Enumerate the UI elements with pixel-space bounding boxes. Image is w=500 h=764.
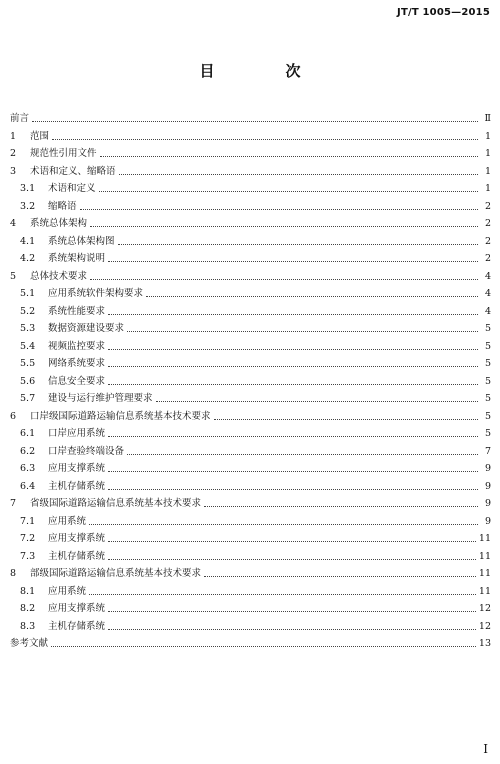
toc-entry-title: 应用支撑系统 bbox=[48, 463, 106, 474]
dot-leader bbox=[108, 384, 478, 385]
dot-leader bbox=[99, 191, 478, 192]
toc-entry-title: 应用系统软件架构要求 bbox=[48, 288, 144, 299]
toc-entry-page: 2 bbox=[484, 253, 491, 264]
toc-entry-number: 6 bbox=[10, 410, 17, 422]
toc-entry-title: 规范性引用文件 bbox=[30, 148, 97, 159]
toc-entry[interactable] bbox=[10, 478, 491, 496]
toc-entry-page: 9 bbox=[484, 498, 491, 509]
toc-entry-page: 7 bbox=[484, 445, 491, 457]
toc-entry-number: 5.7 bbox=[20, 393, 36, 404]
dot-leader bbox=[108, 314, 478, 315]
toc-entry-number: 1 bbox=[10, 130, 17, 142]
dot-leader bbox=[51, 646, 476, 647]
toc-entry[interactable] bbox=[10, 285, 491, 303]
dot-leader bbox=[100, 156, 478, 157]
toc-entry-page: 2 bbox=[484, 218, 491, 229]
toc-entry-title: 范围 bbox=[30, 130, 50, 142]
toc-entry[interactable] bbox=[10, 250, 491, 268]
toc-entry-number: 7 bbox=[10, 498, 17, 509]
toc-entry[interactable] bbox=[10, 495, 491, 513]
dot-leader bbox=[108, 611, 476, 612]
dot-leader bbox=[204, 506, 478, 507]
dot-leader bbox=[89, 524, 478, 525]
toc-entry-title: 缩略语 bbox=[48, 200, 77, 212]
toc-entry-page: 5 bbox=[484, 340, 491, 352]
toc-entry-title: 术语和定义、缩略语 bbox=[30, 165, 116, 177]
toc-entry-page: 1 bbox=[484, 165, 491, 177]
toc-entry-number: 7.1 bbox=[20, 515, 36, 527]
toc-entry-page: 5 bbox=[484, 375, 491, 387]
dot-leader bbox=[108, 261, 478, 262]
toc-entry[interactable] bbox=[10, 583, 491, 601]
toc-entry-number: 2 bbox=[10, 148, 17, 159]
dot-leader bbox=[204, 576, 476, 577]
toc-entry-number: 5.3 bbox=[20, 323, 36, 334]
toc-entry-page: 4 bbox=[484, 305, 491, 317]
dot-leader bbox=[90, 226, 478, 227]
toc-entry-number: 8.1 bbox=[20, 585, 36, 597]
dot-leader bbox=[32, 121, 478, 122]
toc-entry-title: 应用支撑系统 bbox=[48, 603, 106, 614]
toc-entry-page: 5 bbox=[484, 393, 491, 404]
toc-entry[interactable] bbox=[10, 443, 491, 461]
dot-leader bbox=[127, 331, 478, 332]
toc-entry[interactable] bbox=[10, 145, 491, 163]
dot-leader bbox=[108, 489, 478, 490]
toc-entry[interactable] bbox=[10, 268, 491, 286]
toc-entry-number: 6.4 bbox=[20, 480, 36, 492]
dot-leader bbox=[146, 296, 478, 297]
dot-leader bbox=[127, 454, 478, 455]
toc-entry-page: 4 bbox=[484, 288, 491, 299]
toc-entry-page: 9 bbox=[484, 480, 491, 492]
toc-entry-page: 2 bbox=[484, 235, 491, 247]
page-title: 目 次 bbox=[199, 62, 329, 80]
toc-entry-page: 11 bbox=[478, 568, 491, 579]
toc-entry[interactable] bbox=[10, 530, 491, 548]
toc-entry-title: 参考文献 bbox=[10, 638, 49, 649]
toc-entry-number: 6.1 bbox=[20, 428, 36, 439]
toc-entry-page: 11 bbox=[478, 585, 491, 597]
standard-code: JT/T 1005—2015 bbox=[397, 7, 490, 18]
toc-entry-page: 4 bbox=[484, 270, 491, 282]
toc-entry-number: 5 bbox=[10, 270, 17, 282]
toc-entry-title: 部级国际道路运输信息系统基本技术要求 bbox=[30, 568, 202, 579]
toc-entry[interactable] bbox=[10, 355, 491, 373]
toc-entry[interactable] bbox=[10, 513, 491, 531]
toc-entry-number: 4.1 bbox=[20, 235, 36, 247]
toc-entry-page: 5 bbox=[484, 428, 491, 439]
toc-entry-number: 6.2 bbox=[20, 445, 36, 457]
toc-entry[interactable] bbox=[10, 373, 491, 391]
dot-leader bbox=[108, 436, 478, 437]
toc-entry[interactable] bbox=[10, 180, 491, 198]
dot-leader bbox=[52, 139, 478, 140]
toc-entry[interactable] bbox=[10, 110, 491, 128]
toc-entry-title: 前言 bbox=[10, 113, 30, 124]
dot-leader bbox=[89, 594, 476, 595]
toc-entry-title: 系统总体架构图 bbox=[48, 235, 115, 247]
toc-entry-title: 省级国际道路运输信息系统基本技术要求 bbox=[30, 498, 202, 509]
toc-entry-title: 系统性能要求 bbox=[48, 305, 106, 317]
dot-leader bbox=[108, 559, 476, 560]
toc-entry-page: 13 bbox=[478, 638, 491, 649]
toc-entry[interactable] bbox=[10, 215, 491, 233]
toc-entry-number: 8.3 bbox=[20, 620, 36, 632]
toc-entry[interactable] bbox=[10, 635, 491, 653]
toc-entry-title: 系统总体架构 bbox=[30, 218, 88, 229]
toc-entry[interactable] bbox=[10, 425, 491, 443]
toc-entry-title: 网络系统要求 bbox=[48, 358, 106, 369]
toc-entry[interactable] bbox=[10, 408, 491, 426]
dot-leader bbox=[119, 174, 478, 175]
toc-entry[interactable] bbox=[10, 618, 491, 636]
dot-leader bbox=[118, 244, 478, 245]
toc-entry[interactable] bbox=[10, 390, 491, 408]
toc-entry-page: 2 bbox=[484, 200, 491, 212]
toc-entry-page: 11 bbox=[478, 550, 491, 562]
dot-leader bbox=[108, 629, 476, 630]
toc-entry[interactable] bbox=[10, 128, 491, 146]
toc-entry-title: 建设与运行维护管理要求 bbox=[48, 393, 153, 404]
toc-entry-page: Ⅱ bbox=[484, 113, 491, 124]
toc-entry-number: 7.2 bbox=[20, 533, 36, 544]
toc-entry[interactable] bbox=[10, 338, 491, 356]
toc-entry[interactable] bbox=[10, 303, 491, 321]
toc-entry[interactable] bbox=[10, 198, 491, 216]
toc-entry-title: 系统架构说明 bbox=[48, 253, 106, 264]
dot-leader bbox=[80, 209, 478, 210]
toc-entry-title: 口岸应用系统 bbox=[48, 428, 106, 439]
toc-entry-page: 9 bbox=[484, 463, 491, 474]
toc-entry-page: 12 bbox=[478, 620, 491, 632]
toc-entry-title: 口岸级国际道路运输信息系统基本技术要求 bbox=[30, 410, 211, 422]
toc-entry-title: 主机存储系统 bbox=[48, 620, 106, 632]
toc-entry-number: 5.4 bbox=[20, 340, 36, 352]
toc-entry-page: 1 bbox=[484, 148, 491, 159]
dot-leader bbox=[156, 401, 478, 402]
toc-entry-number: 5.1 bbox=[20, 288, 36, 299]
toc-entry-number: 3.1 bbox=[20, 183, 36, 194]
dot-leader bbox=[108, 366, 478, 367]
toc-entry-title: 应用支撑系统 bbox=[48, 533, 106, 544]
dot-leader bbox=[108, 471, 478, 472]
toc-entry-title: 信息安全要求 bbox=[48, 375, 106, 387]
toc-entry-page: 1 bbox=[484, 130, 491, 142]
toc-entry[interactable] bbox=[10, 548, 491, 566]
dot-leader bbox=[214, 419, 478, 420]
toc-entry-number: 5.2 bbox=[20, 305, 36, 317]
toc-entry-number: 4.2 bbox=[20, 253, 36, 264]
table-of-contents bbox=[10, 110, 491, 653]
toc-entry-title: 主机存储系统 bbox=[48, 550, 106, 562]
toc-entry-page: 5 bbox=[484, 358, 491, 369]
toc-entry-number: 3.2 bbox=[20, 200, 36, 212]
toc-entry-page: 11 bbox=[478, 533, 491, 544]
toc-entry-title: 术语和定义 bbox=[48, 183, 96, 194]
toc-entry[interactable] bbox=[10, 320, 491, 338]
page-number: I bbox=[483, 742, 488, 756]
toc-entry-title: 数据资源建设要求 bbox=[48, 323, 125, 334]
toc-entry-title: 总体技术要求 bbox=[30, 270, 88, 282]
toc-entry-title: 主机存储系统 bbox=[48, 480, 106, 492]
toc-entry-title: 视频监控要求 bbox=[48, 340, 106, 352]
toc-entry-number: 4 bbox=[10, 218, 17, 229]
toc-entry-title: 应用系统 bbox=[48, 585, 87, 597]
toc-entry-page: 1 bbox=[484, 183, 491, 194]
toc-entry-number: 5.5 bbox=[20, 358, 36, 369]
toc-entry[interactable] bbox=[10, 600, 491, 618]
toc-entry-page: 5 bbox=[484, 323, 491, 334]
toc-entry-number: 8 bbox=[10, 568, 17, 579]
dot-leader bbox=[90, 279, 478, 280]
dot-leader bbox=[108, 349, 478, 350]
dot-leader bbox=[108, 541, 476, 542]
toc-entry[interactable] bbox=[10, 233, 491, 251]
toc-entry-number: 3 bbox=[10, 165, 17, 177]
toc-entry[interactable] bbox=[10, 163, 491, 181]
toc-entry-number: 8.2 bbox=[20, 603, 36, 614]
toc-entry-title: 口岸查验终端设备 bbox=[48, 445, 125, 457]
toc-entry-number: 5.6 bbox=[20, 375, 36, 387]
toc-entry-page: 12 bbox=[478, 603, 491, 614]
toc-entry-number: 7.3 bbox=[20, 550, 36, 562]
toc-entry-number: 6.3 bbox=[20, 463, 36, 474]
toc-entry-page: 5 bbox=[484, 410, 491, 422]
toc-entry[interactable] bbox=[10, 565, 491, 583]
toc-entry-page: 9 bbox=[484, 515, 491, 527]
toc-entry-title: 应用系统 bbox=[48, 515, 87, 527]
toc-entry[interactable] bbox=[10, 460, 491, 478]
